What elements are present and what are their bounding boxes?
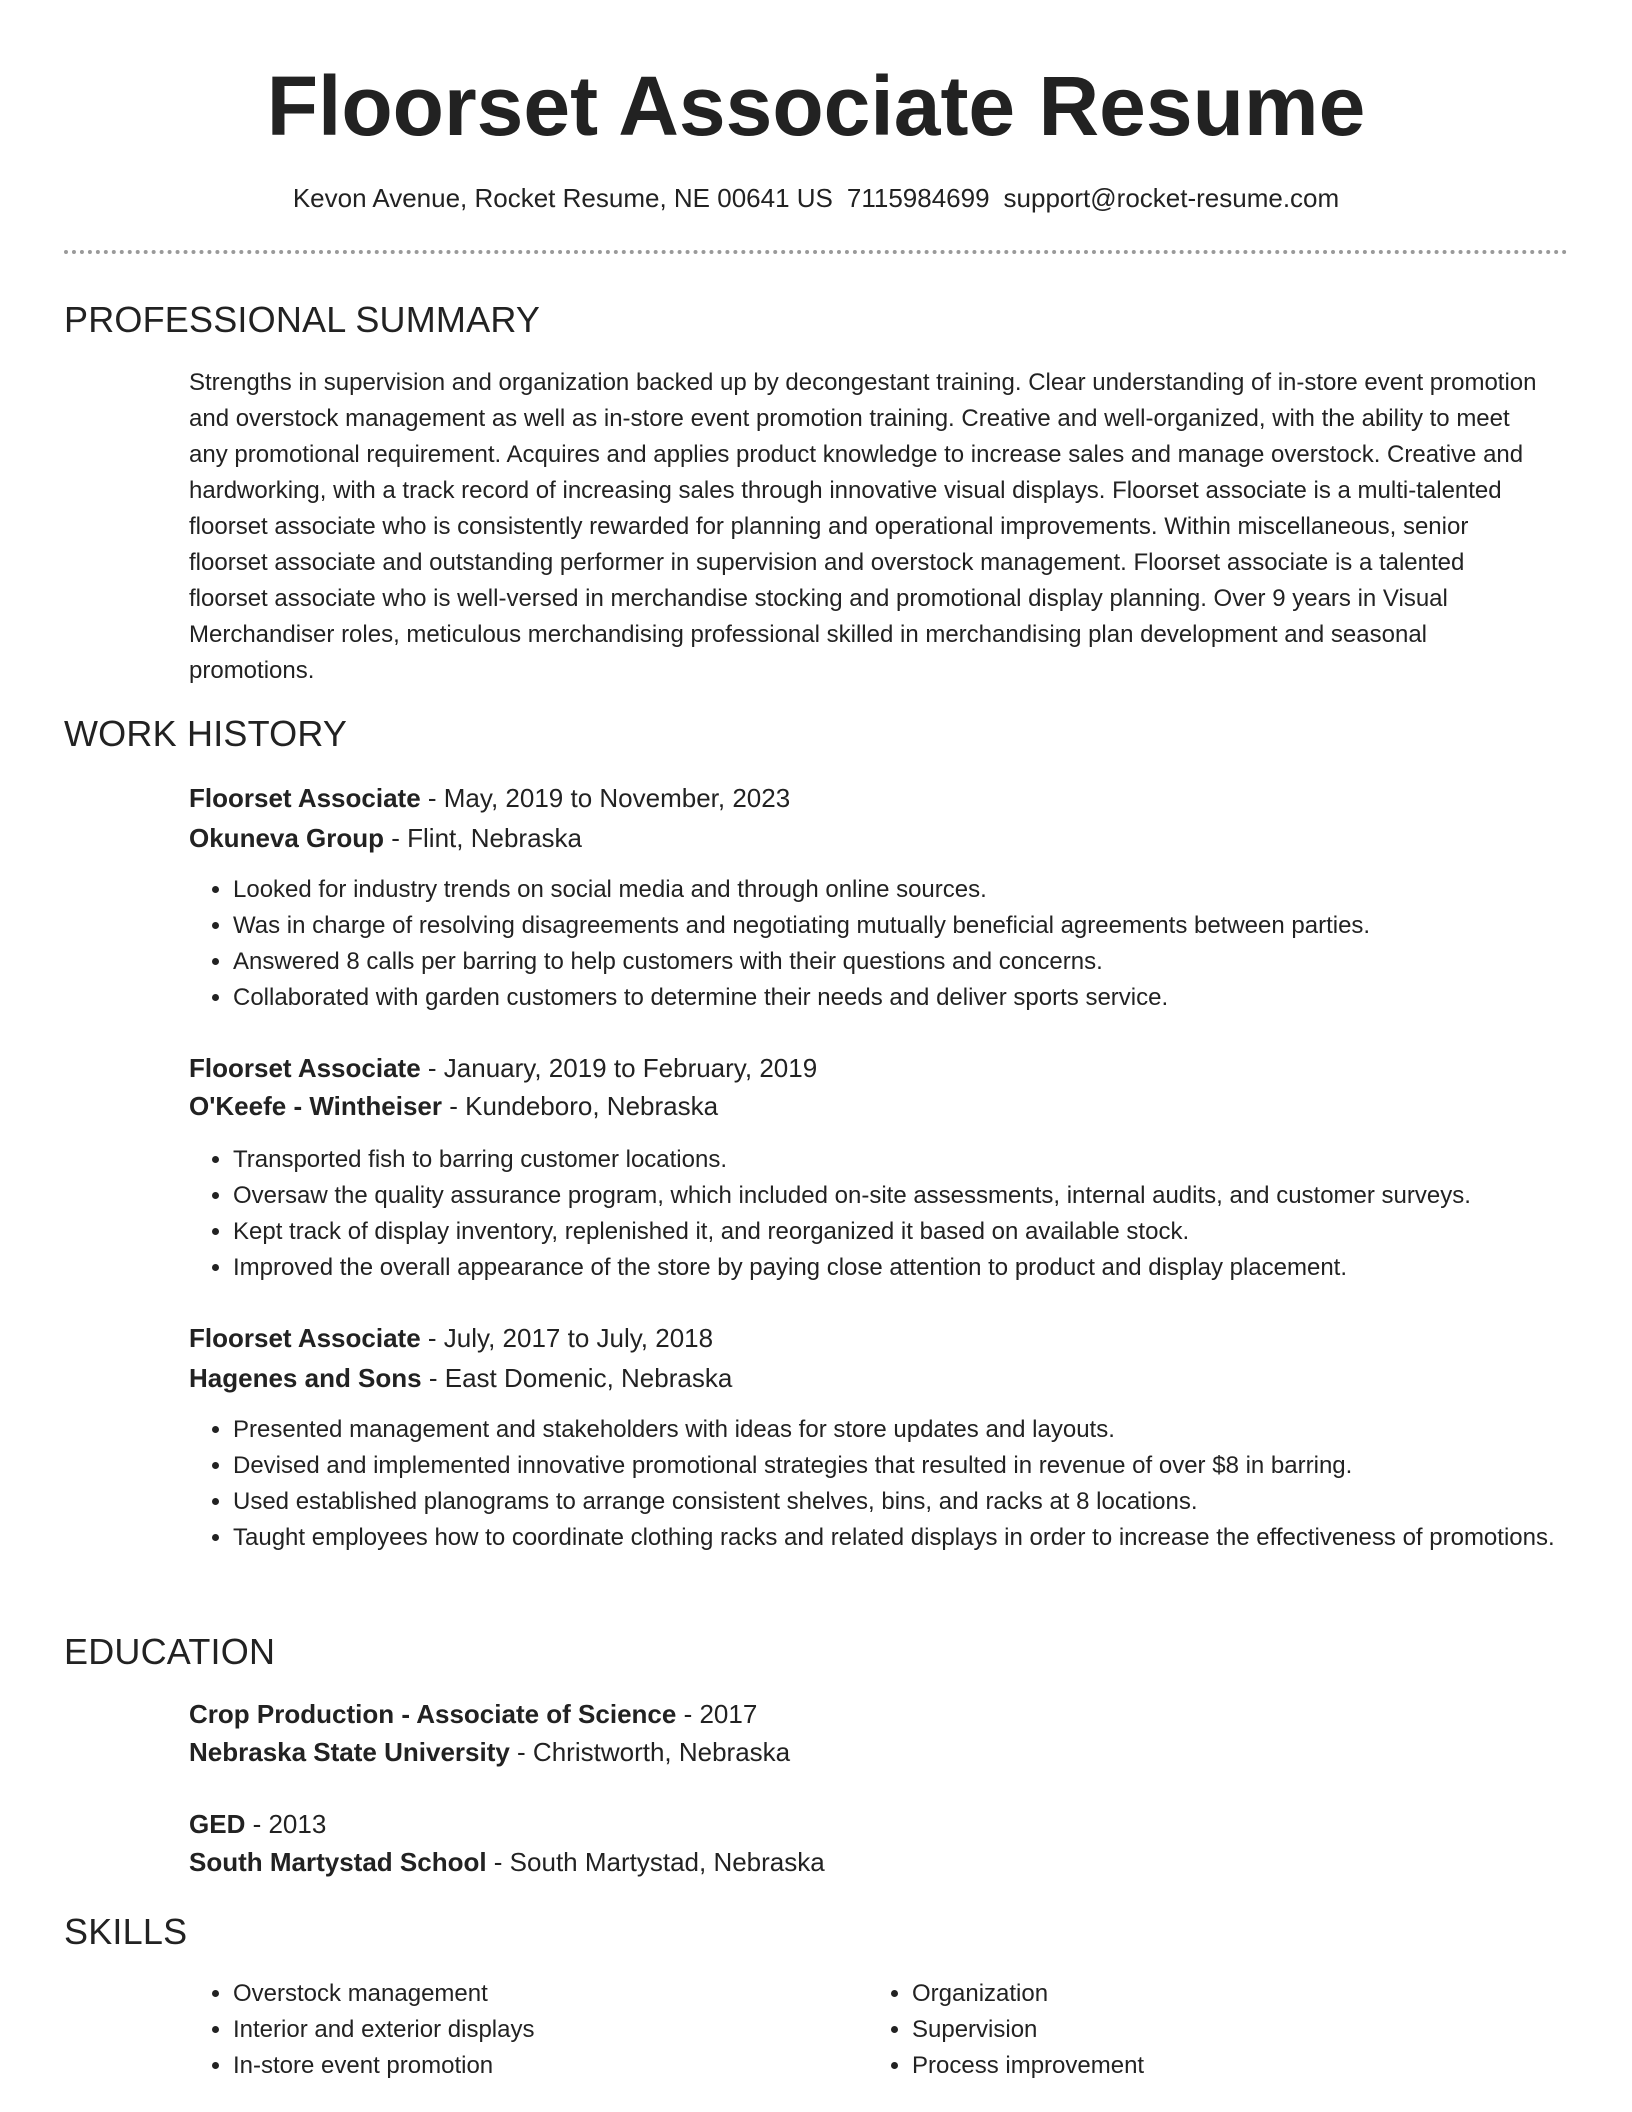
job-3-company: Hagenes and Sons xyxy=(189,1363,422,1393)
job-2-company-line xyxy=(189,1088,718,1124)
education-2-school: South Martystad School xyxy=(189,1847,487,1877)
education-1-school: Nebraska State University xyxy=(189,1737,510,1767)
job-2-company: O'Keefe - Wintheiser xyxy=(189,1091,443,1121)
contact-address: Kevon Avenue, Rocket Resume, NE 00641 US xyxy=(292,183,833,213)
education-1-location: - Christworth, Nebraska xyxy=(509,1737,791,1767)
job-3-role: Floorset Associate xyxy=(189,1323,421,1353)
list-item: • Kept track of display inventory, replenished it, and reorganized it based on available stock. xyxy=(233,1214,1583,1250)
job-3-location: - East Domenic, Nebraska xyxy=(421,1363,733,1393)
job-1-company-line xyxy=(189,820,582,856)
education-1-degree-line xyxy=(189,1696,757,1732)
list-item: • Organization xyxy=(912,1976,1532,2012)
list-item: • Taught employees how to coordinate clothing racks and related displays in order to increase the effectiveness of promotions. xyxy=(233,1520,1583,1556)
job-2-bullets xyxy=(189,1142,1583,1286)
list-item: • Transported fish to barring customer locations. xyxy=(233,1142,1583,1178)
job-2-role: Floorset Associate xyxy=(189,1053,421,1083)
section-title-education: EDUCATION xyxy=(64,1631,276,1672)
job-3-company-line xyxy=(189,1360,732,1396)
job-1-location: - Flint, Nebraska xyxy=(384,823,582,853)
job-2-location: - Kundeboro, Nebraska xyxy=(442,1091,719,1121)
list-item: • Looked for industry trends on social media and through online sources. xyxy=(233,872,1583,908)
skills-list-right xyxy=(868,1976,1532,2084)
list-item: • Improved the overall appearance of the store by paying close attention to product and display placement. xyxy=(233,1250,1583,1286)
list-item: • Supervision xyxy=(912,2012,1532,2048)
contact-email: support@rocket-resume.com xyxy=(1003,183,1340,213)
education-2-year: - 2013 xyxy=(245,1809,327,1839)
job-1-bullets xyxy=(189,872,1583,1016)
section-title-work-history: WORK HISTORY xyxy=(64,713,348,754)
education-2-school-line xyxy=(189,1844,825,1880)
section-title-skills: SKILLS xyxy=(64,1911,188,1952)
job-2-title-line xyxy=(189,1050,817,1086)
list-item: • Interior and exterior displays xyxy=(233,2012,853,2048)
skills-list-left xyxy=(189,1976,853,2084)
education-1-year: - 2017 xyxy=(676,1699,758,1729)
job-1-role: Floorset Associate xyxy=(189,783,421,813)
list-item: • Devised and implemented innovative promotional strategies that resulted in revenue of over $8 in barring. xyxy=(233,1448,1583,1484)
list-item: • Oversaw the quality assurance program, which included on-site assessments, internal audits, and customer surveys. xyxy=(233,1178,1583,1214)
job-3-title-line xyxy=(189,1320,713,1356)
job-2-dates: - January, 2019 to February, 2019 xyxy=(420,1053,818,1083)
education-2-degree: GED xyxy=(189,1809,246,1839)
job-1-company: Okuneva Group xyxy=(189,823,385,853)
resume-title: Floorset Associate Resume xyxy=(266,59,1366,153)
job-1-title-line xyxy=(189,780,790,816)
contact-phone: 7115984699 xyxy=(846,183,990,213)
job-1-dates: - May, 2019 to November, 2023 xyxy=(420,783,791,813)
list-item: • Answered 8 calls per barring to help customers with their questions and concerns. xyxy=(233,944,1583,980)
list-item: • Presented management and stakeholders with ideas for store updates and layouts. xyxy=(233,1412,1583,1448)
education-2-location: - South Martystad, Nebraska xyxy=(486,1847,825,1877)
education-1-school-line xyxy=(189,1734,790,1770)
education-1-degree: Crop Production - Associate of Science xyxy=(189,1699,677,1729)
header-divider xyxy=(64,250,1568,254)
list-item: • Used established planograms to arrange consistent shelves, bins, and racks at 8 locations. xyxy=(233,1484,1583,1520)
list-item: • Collaborated with garden customers to determine their needs and deliver sports service. xyxy=(233,980,1583,1016)
summary-text: Strengths in supervision and organization backed up by decongestant training. Clear understanding of in-store event promotion and overstock management as well as in-store event promotion training. Creative and well-organized, with the ability to meet any promotional requirement. Acquires and applies product knowledge to increase sales and manage overstock. Creative and hardworking, with a track record of increasing sales through innovative visual displays. Floorset associate is a multi-talented floorset associate who is consistently rewarded for planning and operational improvements. Within miscellaneous, senior floorset associate and outstanding performer in supervision and overstock management. Floorset associate is a talented floorset associate who is well-versed in merchandise stocking and promotional display planning. Over 9 years in Visual Merchandiser roles, meticulous merchandising professional skilled in merchandising plan development and seasonal promotions. xyxy=(189,369,1537,684)
list-item: • Was in charge of resolving disagreements and negotiating mutually beneficial agreements between parties. xyxy=(233,908,1583,944)
list-item: • Process improvement xyxy=(912,2048,1532,2084)
contact-line xyxy=(0,180,1632,216)
education-2-degree-line xyxy=(189,1806,326,1842)
section-title-summary: PROFESSIONAL SUMMARY xyxy=(64,299,541,340)
job-3-bullets xyxy=(189,1412,1583,1556)
list-item: • Overstock management xyxy=(233,1976,853,2012)
job-3-dates: - July, 2017 to July, 2018 xyxy=(420,1323,714,1353)
list-item: • In-store event promotion xyxy=(233,2048,853,2084)
